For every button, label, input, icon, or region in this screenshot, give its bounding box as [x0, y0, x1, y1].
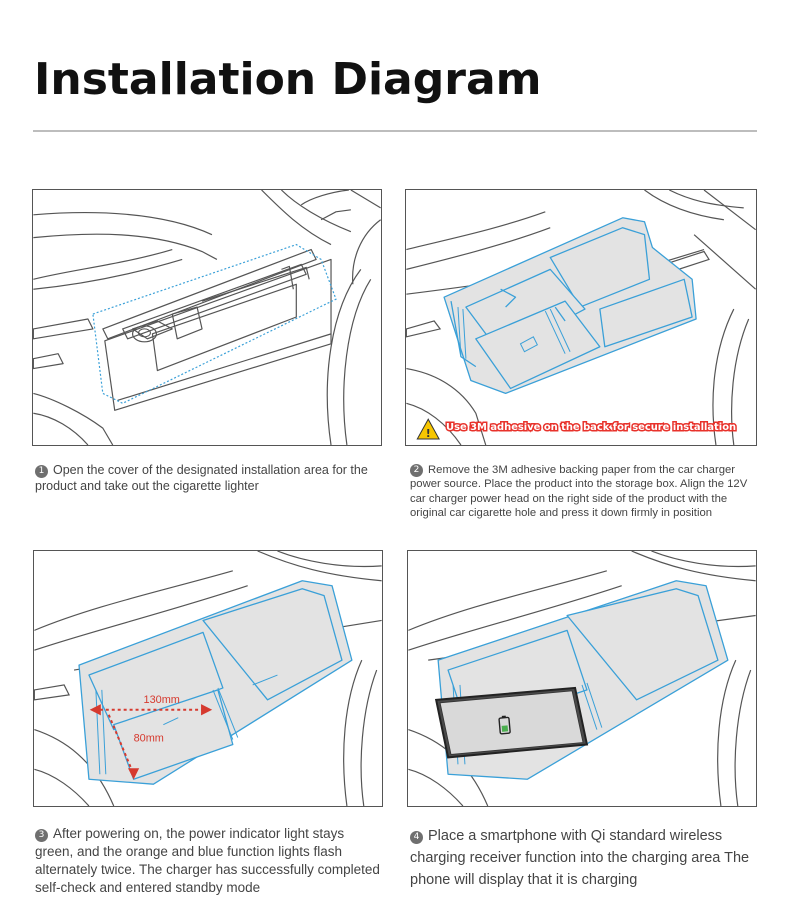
svg-text:!: !: [425, 427, 431, 441]
step-2-number: 2: [410, 464, 423, 477]
step-1-number: 1: [35, 465, 48, 478]
step4-illustration: [407, 550, 757, 807]
step2-illustration: [405, 189, 757, 446]
adhesive-warning: Use 3M adhesive on the back for secure installation: [446, 422, 737, 434]
step-1-description: Open the cover of the designated installation area for the product and take out the cigarette lighter: [35, 463, 368, 493]
step-3-number: 3: [35, 829, 48, 842]
step-2-text: [410, 463, 760, 520]
height-dimension-label: 80mm: [133, 732, 164, 745]
step-3-description: After powering on, the power indicator light stays green, and the orange and blue function lights flash alternately twice. The charger has successfully completed self-check and entered standby mode: [35, 826, 380, 895]
step-4-description: Place a smartphone with Qi standard wireless charging receiver function into the charging area The phone will display that it is charging: [410, 828, 750, 888]
smartphone: [436, 688, 587, 757]
step-4-text: [410, 825, 760, 891]
page-title: Installation Diagram: [34, 54, 542, 105]
step-3-text: [35, 825, 380, 897]
step-4-number: 4: [410, 831, 423, 844]
step3-illustration: [33, 550, 383, 807]
step-1-text: [35, 462, 380, 494]
width-dimension-label: 130mm: [143, 693, 180, 706]
step1-illustration: [32, 189, 382, 446]
title-divider: [33, 130, 757, 132]
step-2-description: Remove the 3M adhesive backing paper from the car charger power source. Place the product into the storage box. Align the 12V car charger power head on the right side of the product with the original car cigarette hole and press it down firmly in position: [410, 464, 748, 519]
